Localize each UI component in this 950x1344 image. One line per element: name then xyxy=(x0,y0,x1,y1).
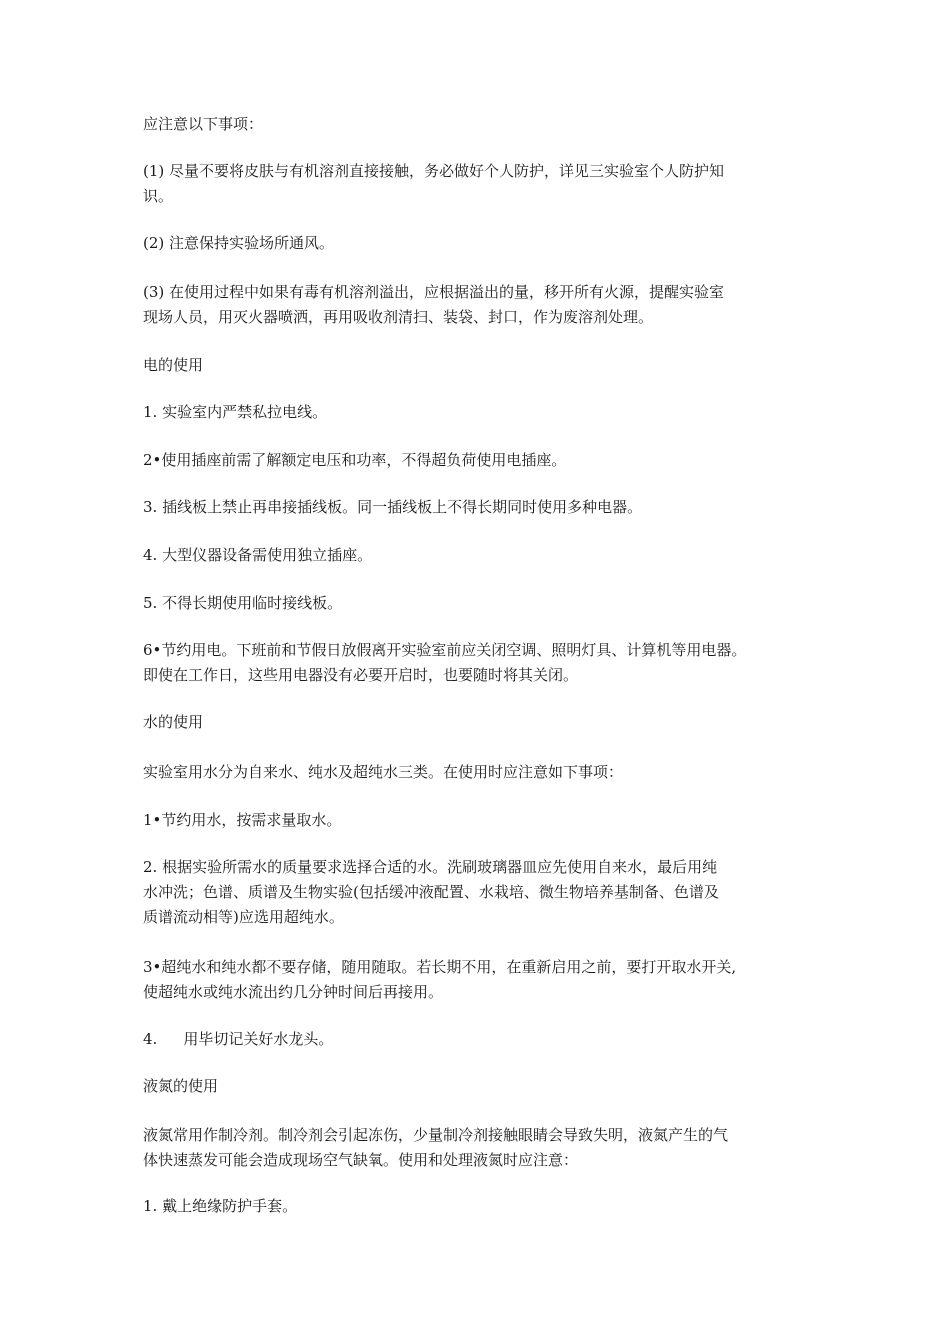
list-item xyxy=(143,808,823,833)
text-line: 识。 xyxy=(143,187,174,205)
paragraph-item-3 xyxy=(143,280,823,330)
list-item xyxy=(143,448,823,473)
paragraph-intro xyxy=(143,112,823,137)
section-heading-water xyxy=(143,710,823,735)
text-line: 6•节约用电。下班前和节假日放假离开实验室前应关闭空调、照明灯具、计算机等用电器。 xyxy=(143,641,747,659)
text-line: 1. 戴上绝缘防护手套。 xyxy=(143,1197,298,1215)
list-item xyxy=(143,495,823,520)
text-line: 4. 大型仪器设备需使用独立插座。 xyxy=(143,546,373,564)
section-heading: 电的使用 xyxy=(143,356,204,374)
text-line: 2•使用插座前需了解额定电压和功率，不得超负荷使用电插座。 xyxy=(143,451,567,469)
section-heading-liquid-nitrogen xyxy=(143,1074,823,1099)
text-line: 液氮常用作制冷剂。制冷剂会引起冻伤，少量制冷剂接触眼睛会导致失明，液氮产生的气 xyxy=(143,1126,729,1144)
text-line: 2. 根据实验所需水的质量要求选择合适的水。洗刷玻璃器皿应先使用自来水，最后用纯 xyxy=(143,858,718,876)
list-item xyxy=(143,1194,823,1219)
text-line: 质谱流动相等)应选用超纯水。 xyxy=(143,908,344,926)
text-line: 实验室用水分为自来水、纯水及超纯水三类。在使用时应注意如下事项： xyxy=(143,763,624,781)
text-line: 3•超纯水和纯水都不要存储，随用随取。若长期不用，在重新启用之前，要打开取水开关, xyxy=(143,958,737,976)
text-line: 即使在工作日，这些用电器没有必要开启时，也要随时将其关闭。 xyxy=(143,666,579,684)
paragraph-item-2 xyxy=(143,231,823,256)
text-line: 1•节约用水，按需求量取水。 xyxy=(143,811,342,829)
list-item xyxy=(143,1027,823,1052)
list-item xyxy=(143,400,823,425)
list-item xyxy=(143,543,823,568)
list-item xyxy=(143,591,823,616)
section-heading-electricity xyxy=(143,353,823,378)
text-line: (3) 在使用过程中如果有毒有机溶剂溢出，应根据溢出的量，移开所有火源，提醒实验室 xyxy=(143,283,725,301)
list-item xyxy=(143,855,823,930)
paragraph-water-intro xyxy=(143,760,823,785)
list-item xyxy=(143,638,823,688)
text-line: 3. 插线板上禁止再串接插线板。同一插线板上不得长期同时使用多种电器。 xyxy=(143,498,643,516)
text-line: 现场人员，用灭火器喷洒，再用吸收剂清扫、装袋、封口，作为废溶剂处理。 xyxy=(143,308,654,326)
text-line: (2) 注意保持实验场所通风。 xyxy=(143,234,335,252)
section-heading: 液氮的使用 xyxy=(143,1077,219,1095)
text-line xyxy=(143,1027,823,1052)
text-line: (1) 尽量不要将皮肤与有机溶剂直接接触，务必做好个人防护，详见三实验室个人防护知 xyxy=(143,162,725,180)
text-line: 1. 实验室内严禁私拉电线。 xyxy=(143,403,328,421)
section-heading: 水的使用 xyxy=(143,713,204,731)
list-number: 4. xyxy=(143,1030,158,1048)
text-line: 5. 不得长期使用临时接线板。 xyxy=(143,594,343,612)
paragraph-liquid-nitrogen-intro xyxy=(143,1123,823,1173)
text-line: 应注意以下事项： xyxy=(143,115,264,133)
text-line: 水冲洗；色谱、质谱及生物实验(包括缓冲液配置、水栽培、微生物培养基制备、色谱及 xyxy=(143,883,719,901)
list-text: 用毕切记关好水龙头。 xyxy=(183,1030,334,1048)
text-line: 使超纯水或纯水流出约几分钟时间后再接用。 xyxy=(143,983,444,1001)
paragraph-item-1 xyxy=(143,159,823,209)
list-item xyxy=(143,955,823,1005)
text-line: 体快速蒸发可能会造成现场空气缺氧。使用和处理液氮时应注意： xyxy=(143,1151,579,1169)
